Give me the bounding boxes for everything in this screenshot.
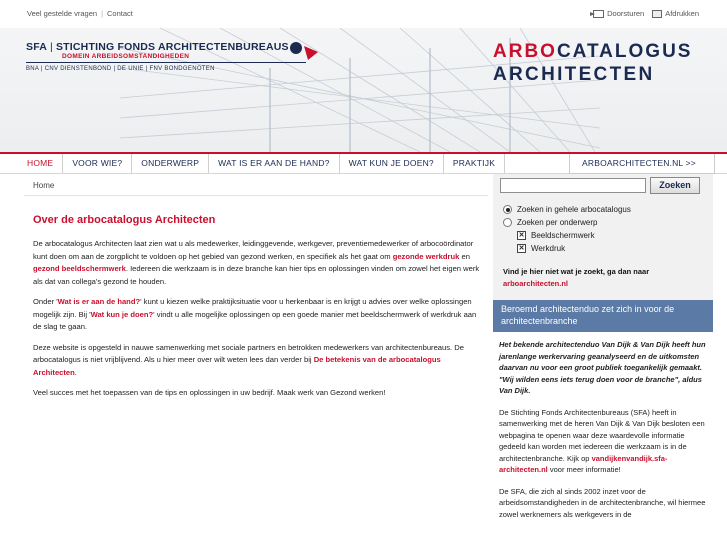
about-paragraph: [33, 342, 483, 380]
text: . Iedereen die werkzaam is in deze branche kan hier tips en oplossingen vinden om zowel het eigen werk als dat van collega's gezond te houden.: [33, 264, 480, 286]
main-content: [33, 214, 483, 408]
option-topic[interactable]: [503, 216, 631, 229]
search-input[interactable]: [500, 178, 646, 193]
search-button[interactable]: Zoeken: [650, 177, 700, 194]
option-all[interactable]: [503, 203, 631, 216]
gezonde-werkdruk-link[interactable]: gezonde werkdruk: [392, 251, 460, 261]
guide-paragraph: [33, 296, 483, 334]
text: en: [459, 251, 470, 261]
nav-item-onderwerp[interactable]: ONDERWERP: [132, 154, 209, 173]
nav-item-voor-wie[interactable]: VOOR WIE?: [63, 154, 132, 173]
text: De Stichting Fonds Architectenbureaus (SFA) heeft in samenwerking met de heren Van Dijk & Van Dijk besloten een webpagina te openen waar deze waardevolle informatie gedeeld kan worden met iedereen die werkzaam is in de architectenbranche. Kijk op: [499, 407, 705, 463]
print-tool[interactable]: [652, 9, 699, 18]
nav-item-wat-kun-je-doen[interactable]: WAT KUN JE DOEN?: [340, 154, 444, 173]
news-paragraph-2: De SFA, die zich al sinds 2002 inzet voor de arbeidsomstandigheden in de architectenbranche, wil hiermee zowel werknemers als werkgevers in de: [499, 486, 706, 519]
option-beeldscherm-label: Beeldschermwerk: [531, 231, 595, 240]
nav-item-praktijk[interactable]: PRAKTIJK: [444, 154, 505, 173]
option-all-label: Zoeken in gehele arbocatalogus: [517, 205, 631, 214]
logo-pipe: |: [50, 41, 53, 53]
nav-item-arboarchitecten[interactable]: ARBOARCHITECTEN.NL >>: [569, 154, 715, 174]
text: ' vindt u alle mogelijke oplossingen op een goede manier met beeldschermwerk of werkdruk aan de slag te gaan.: [33, 309, 477, 331]
logo-domain: DOMEIN ARBEIDSOMSTANDIGHEDEN: [62, 53, 190, 60]
print-label: Afdrukken: [665, 9, 699, 18]
betekenis-link[interactable]: De betekenis van de arbocatalogus Architecten: [33, 355, 441, 377]
brand-subtitle: ARCHITECTEN: [493, 64, 655, 85]
news-body: [493, 332, 713, 545]
faq-link[interactable]: Veel gestelde vragen: [27, 9, 98, 18]
breadcrumb-home[interactable]: Home: [33, 181, 55, 190]
text: De arbocatalogus Architecten laat zien wat u als medewerker, leidinggevende, werkgever, preventiemedewerker of arbocoördinator kunt doen om aan de zorgplicht te voldoen op het gebied van gezond werken, en specifiek als het gaat om: [33, 239, 474, 261]
text: ' kunt u kiezen welke praktijksituatie voor u herkenbaar is en krijgt u advies over welke oplossingen mogelijk zijn. Bij ': [33, 297, 472, 319]
option-werkdruk-label: Werkdruk: [531, 244, 566, 253]
top-utility-bar: [0, 0, 727, 28]
header-banner: [0, 28, 727, 152]
option-beeldscherm[interactable]: [517, 229, 631, 242]
intro-paragraph: [33, 238, 483, 288]
checkbox-beeldscherm[interactable]: ✕: [518, 232, 525, 239]
logo-org: SFA: [26, 41, 48, 53]
top-links: [27, 9, 133, 18]
news-heading[interactable]: Beroemd architectenduo zet zich in voor de architectenbranche: [493, 300, 713, 332]
search-options: [503, 203, 631, 255]
option-werkdruk[interactable]: [517, 242, 631, 255]
sfa-logo-mark: [288, 38, 322, 62]
news-paragraph: [499, 407, 707, 476]
option-topic-label: Zoeken per onderwerp: [517, 218, 598, 227]
forward-icon: [593, 10, 604, 18]
wat-kun-je-doen-link[interactable]: Wat kun je doen?: [90, 309, 154, 319]
page-title: Over de arbocatalogus Architecten: [33, 214, 216, 226]
separator: |: [101, 9, 104, 18]
hint-text: Vind je hier niet wat je zoekt, ga dan naar: [503, 267, 650, 276]
contact-link[interactable]: Contact: [107, 9, 133, 18]
nav-item-wat-is-er[interactable]: WAT IS ER AAN DE HAND?: [209, 154, 339, 173]
sidebar: [493, 174, 713, 545]
logo-partners: BNA | CNV DIENSTENBOND | DE UNIE | FNV BONDGENOTEN: [26, 66, 215, 72]
nav-item-home[interactable]: HOME: [18, 154, 63, 173]
logo-org-name: [26, 41, 289, 53]
page-tools: [593, 9, 699, 18]
forward-tool[interactable]: [593, 9, 644, 18]
breadcrumb: [24, 176, 488, 196]
checkbox-werkdruk[interactable]: ✕: [518, 245, 525, 252]
forward-label: Doorsturen: [607, 9, 645, 18]
news-lead: Het bekende architectenduo Van Dijk & Van Dijk heeft hun jarenlange werkervaring geanalyseerd en de uitkomsten daarvan nu voor een groot publiek toegankelijk gemaakt. "Wij wilden eens iets terug doen voor de branche", aldus Van Dijk.: [499, 340, 706, 395]
radio-topic[interactable]: [503, 218, 512, 227]
radio-all[interactable]: [503, 205, 512, 214]
arboarchitecten-link[interactable]: arboarchitecten.nl: [503, 279, 569, 288]
vandijk-link[interactable]: vandijkenvandijk.sfa-architecten.nl: [499, 453, 668, 474]
brand-title: [493, 41, 692, 63]
main-nav: [0, 152, 727, 174]
wat-is-er-link[interactable]: Wat is er aan de hand?: [57, 297, 141, 306]
brand-part2: CATALOGUS: [556, 41, 693, 62]
text: Onder ': [33, 297, 58, 306]
logo-divider: [26, 62, 306, 63]
text: voor meer informatie!: [547, 465, 621, 474]
gezond-beeldschermwerk-link[interactable]: gezond beeldschermwerk: [33, 264, 126, 273]
search-hint: [503, 266, 703, 290]
logo-name: STICHTING FONDS ARCHITECTENBUREAUS: [55, 41, 289, 53]
brand-part1: ARBO: [493, 41, 557, 62]
print-icon: [652, 10, 662, 18]
closing-paragraph: Veel succes met het toepassen van de tips en oplossingen in uw bedrijf. Maak werk van Gezond werken!: [33, 388, 386, 397]
text: .: [74, 367, 77, 377]
text: Deze website is opgesteld in nauwe samenwerking met sociale partners en betrokken medewerkers van architectenbureaus. De arbocatalogus is niet vrijblijvend. Als u hier meer over wilt weten lees dan verder bij: [33, 342, 464, 364]
